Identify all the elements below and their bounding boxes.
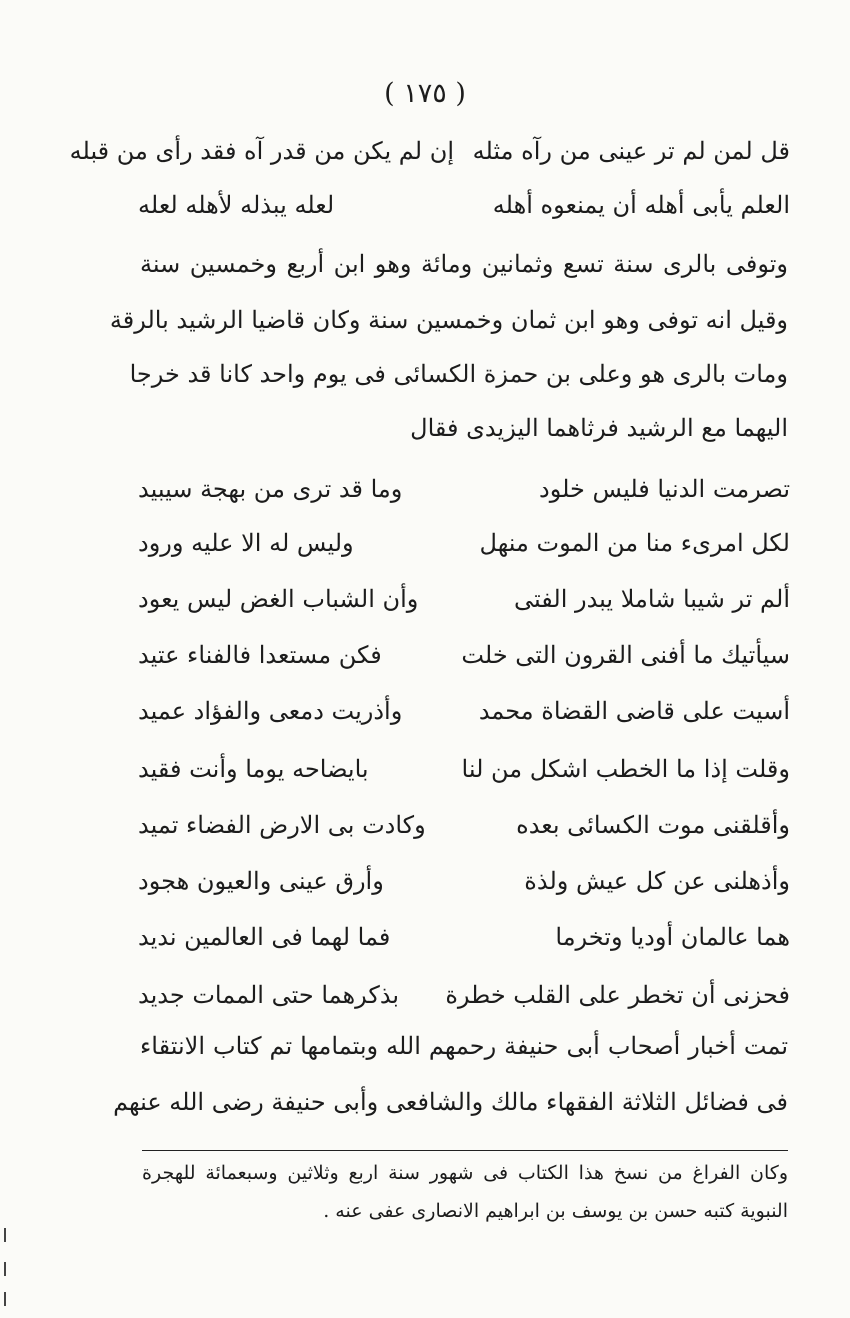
verse-second-hemistich: لعله يبذله لأهله لعله xyxy=(138,191,335,219)
verse-second-hemistich: بايضاحه يوما وأنت فقيد xyxy=(138,755,369,783)
prose-line: ومات بالرى هو وعلى بن حمزة الكسائى فى يوم واحد كانا قد خرجا xyxy=(129,360,788,388)
scan-edge-mark xyxy=(4,1292,6,1306)
verse-second-hemistich: وما قد ترى من بهجة سيبيد xyxy=(138,475,403,503)
colophon-line: وكان الفراغ من نسخ هذا الكتاب فى شهور سنة اربع وثلاثين وسبعمائة للهجرة xyxy=(142,1162,788,1184)
verse-second-hemistich: وأرق عينى والعيون هجود xyxy=(138,867,384,895)
footnote-divider xyxy=(142,1150,788,1151)
verse-first-hemistich: لكل امرىء منا من الموت منهل xyxy=(479,529,790,557)
verse-second-hemistich: فكن مستعدا فالفناء عتيد xyxy=(138,641,382,669)
verse-first-hemistich: ألم تر شيبا شاملا يبدر الفتى xyxy=(514,585,790,613)
prose-line: وقيل انه توفى وهو ابن ثمان وخمسين سنة وكان قاضيا الرشيد بالرقة xyxy=(109,306,788,334)
page-number: ( ١٧٥ ) xyxy=(384,78,466,109)
prose-line: وتوفى بالرى سنة تسع وثمانين ومائة وهو ابن أربع وخمسين سنة xyxy=(140,250,788,278)
verse-first-hemistich: وقلت إذا ما الخطب اشكل من لنا xyxy=(461,755,790,783)
verse-second-hemistich: فما لهما فى العالمين نديد xyxy=(138,923,391,951)
verse-second-hemistich: وليس له الا عليه ورود xyxy=(138,529,354,557)
verse-first-hemistich: وأذهلنى عن كل عيش ولذة xyxy=(524,867,790,895)
scan-edge-mark xyxy=(4,1228,6,1242)
verse-first-hemistich: فحزنى أن تخطر على القلب خطرة xyxy=(445,981,790,1009)
verse-second-hemistich: بذكرهما حتى الممات جديد xyxy=(138,981,400,1009)
verse-first-hemistich: سيأتيك ما أفنى القرون التى خلت xyxy=(461,641,790,669)
verse-second-hemistich: إن لم يكن من قدر آه فقد رأى من قبله xyxy=(69,137,454,165)
verse-line xyxy=(138,910,790,964)
verse-line xyxy=(138,516,790,570)
verse-second-hemistich: وأذريت دمعى والفؤاد عميد xyxy=(138,697,403,725)
verse-line xyxy=(138,684,790,738)
verse-line xyxy=(138,798,790,852)
prose-line: فى فضائل الثلاثة الفقهاء مالك والشافعى وأبى حنيفة رضى الله عنهم xyxy=(113,1088,788,1116)
verse-first-hemistich: وأقلقنى موت الكسائى بعده xyxy=(516,811,790,839)
verse-line xyxy=(138,742,790,796)
verse-first-hemistich: قل لمن لم تر عينى من رآه مثله xyxy=(472,137,790,165)
verse-line xyxy=(138,628,790,682)
verse-first-hemistich: العلم يأبى أهله أن يمنعوه أهله xyxy=(492,191,790,219)
verse-line xyxy=(69,124,790,178)
verse-line xyxy=(138,968,790,1022)
verse-second-hemistich: وأن الشباب الغض ليس يعود xyxy=(138,585,419,613)
verse-line xyxy=(138,462,790,516)
verse-second-hemistich: وكادت بى الارض الفضاء تميد xyxy=(138,811,426,839)
verse-line xyxy=(138,178,790,232)
prose-line: تمت أخبار أصحاب أبى حنيفة رحمهم الله وبتمامها تم كتاب الانتقاء xyxy=(140,1032,788,1060)
prose-line: اليهما مع الرشيد فرثاهما اليزيدى فقال xyxy=(410,414,788,442)
verse-line xyxy=(138,572,790,626)
verse-first-hemistich: أسيت على قاضى القضاة محمد xyxy=(478,697,790,725)
colophon-line: النبوية كتبه حسن بن يوسف بن ابراهيم الانصارى عفى عنه . xyxy=(323,1200,788,1222)
scan-edge-mark xyxy=(4,1262,6,1276)
verse-first-hemistich: تصرمت الدنيا فليس خلود xyxy=(539,475,790,503)
verse-line xyxy=(138,854,790,908)
verse-first-hemistich: هما عالمان أوديا وتخرما xyxy=(555,923,790,951)
